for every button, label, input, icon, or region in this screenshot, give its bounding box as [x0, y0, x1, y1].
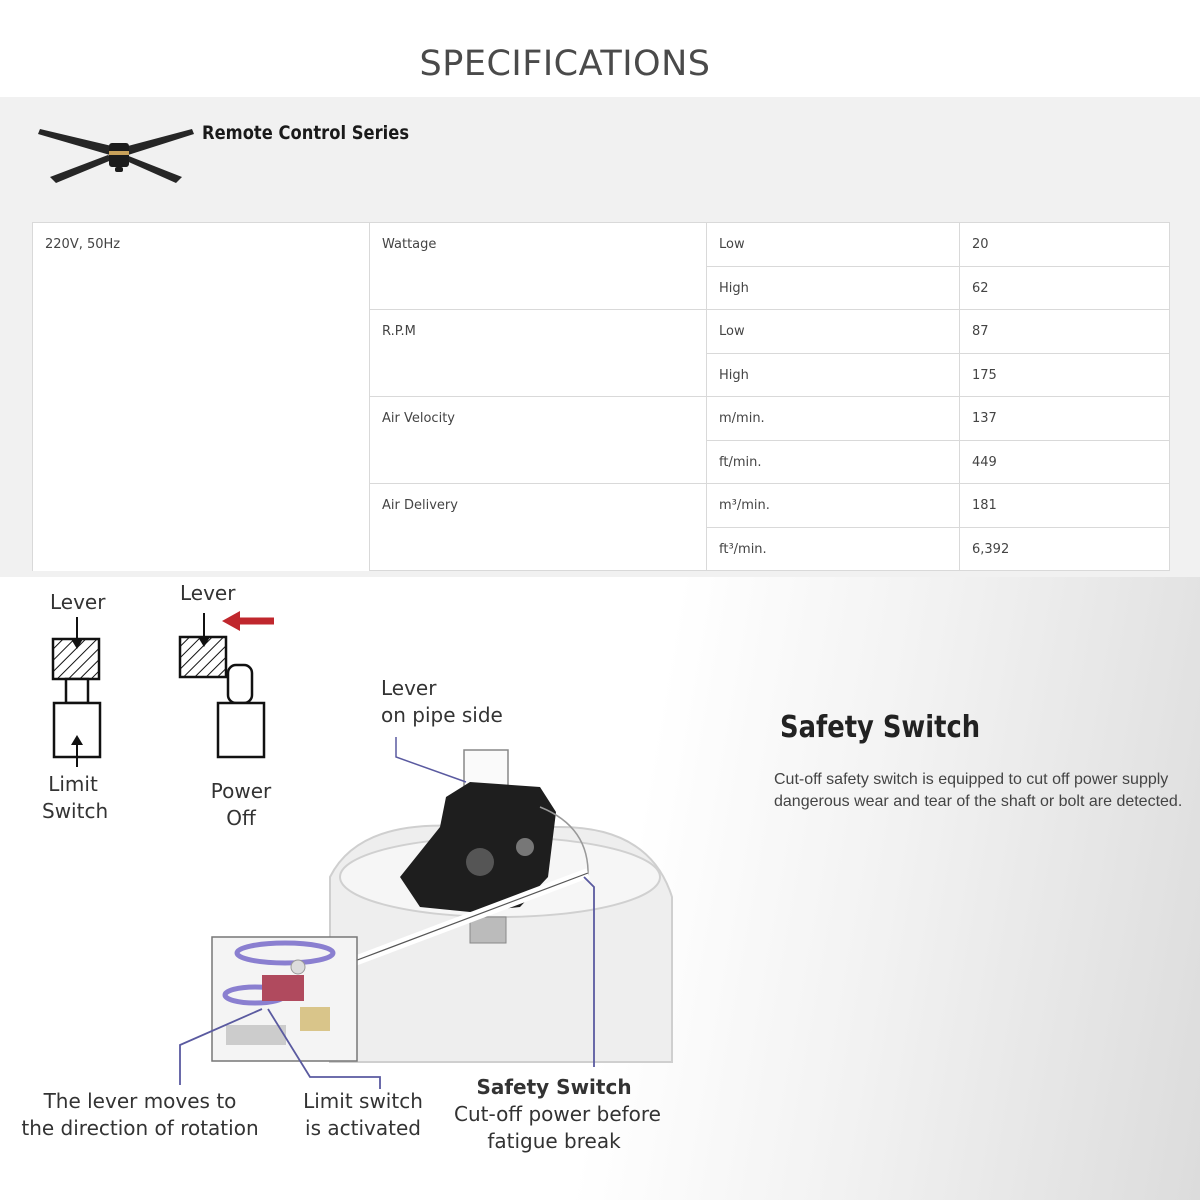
param-cell: Air Delivery [370, 484, 707, 571]
param-cell: Air Velocity [370, 397, 707, 484]
unit-cell: ft³/min. [707, 527, 960, 571]
limit-switch-callout-line1: Limit switch [303, 1089, 423, 1113]
lever-label: Lever [50, 590, 106, 614]
limit-switch-inset [212, 937, 357, 1061]
safety-switch-callout-line1: Cut-off power before [454, 1102, 661, 1126]
limit-switch-callout-line2: is activated [305, 1116, 421, 1140]
safety-switch-description: Cut-off safety switch is equipped to cut off power supply dangerous wear and tear of the shaft or bolt are detected. [774, 771, 1183, 810]
safety-switch-heading: Safety Switch [780, 710, 981, 745]
spec-table [32, 222, 1170, 571]
page-title: SPECIFICATIONS [419, 44, 711, 84]
value-cell: 6,392 [960, 527, 1170, 571]
param-cell: Wattage [370, 223, 707, 310]
series-title: Remote Control Series [202, 122, 410, 144]
pipe-lever-label-line2: on pipe side [381, 703, 503, 727]
value-cell: 449 [960, 440, 1170, 484]
voltage-cell: 220V, 50Hz [33, 223, 370, 571]
unit-cell: m/min. [707, 397, 960, 441]
value-cell: 87 [960, 310, 1170, 354]
motor-housing-illustration [330, 750, 672, 1062]
safety-switch-callout-title: Safety Switch [476, 1075, 632, 1099]
value-cell: 62 [960, 266, 1170, 310]
limit-switch-label-line2: Switch [42, 799, 109, 823]
value-cell: 175 [960, 353, 1170, 397]
lever-rotation-callout-line1: The lever moves to [43, 1089, 237, 1113]
limit-switch-label-line1: Limit [48, 772, 98, 796]
table-row [33, 223, 1170, 267]
param-cell: R.P.M [370, 310, 707, 397]
ceiling-fan-icon [36, 117, 196, 189]
unit-cell: High [707, 266, 960, 310]
lever-label: Lever [180, 581, 236, 605]
unit-cell: Low [707, 310, 960, 354]
unit-cell: m³/min. [707, 484, 960, 528]
specifications-section [0, 97, 1200, 577]
value-cell: 181 [960, 484, 1170, 528]
pipe-lever-label-line1: Lever [381, 676, 437, 700]
safety-switch-section [0, 577, 1200, 1200]
safety-switch-callout-line2: fatigue break [487, 1129, 621, 1153]
power-off-schematic [180, 611, 274, 757]
value-cell: 20 [960, 223, 1170, 267]
lever-rotation-callout-line2: the direction of rotation [21, 1116, 259, 1140]
unit-cell: Low [707, 223, 960, 267]
limit-switch-schematic [53, 617, 100, 767]
unit-cell: High [707, 353, 960, 397]
power-off-label-line2: Off [226, 806, 256, 830]
unit-cell: ft/min. [707, 440, 960, 484]
power-off-label-line1: Power [210, 779, 272, 803]
value-cell: 137 [960, 397, 1170, 441]
